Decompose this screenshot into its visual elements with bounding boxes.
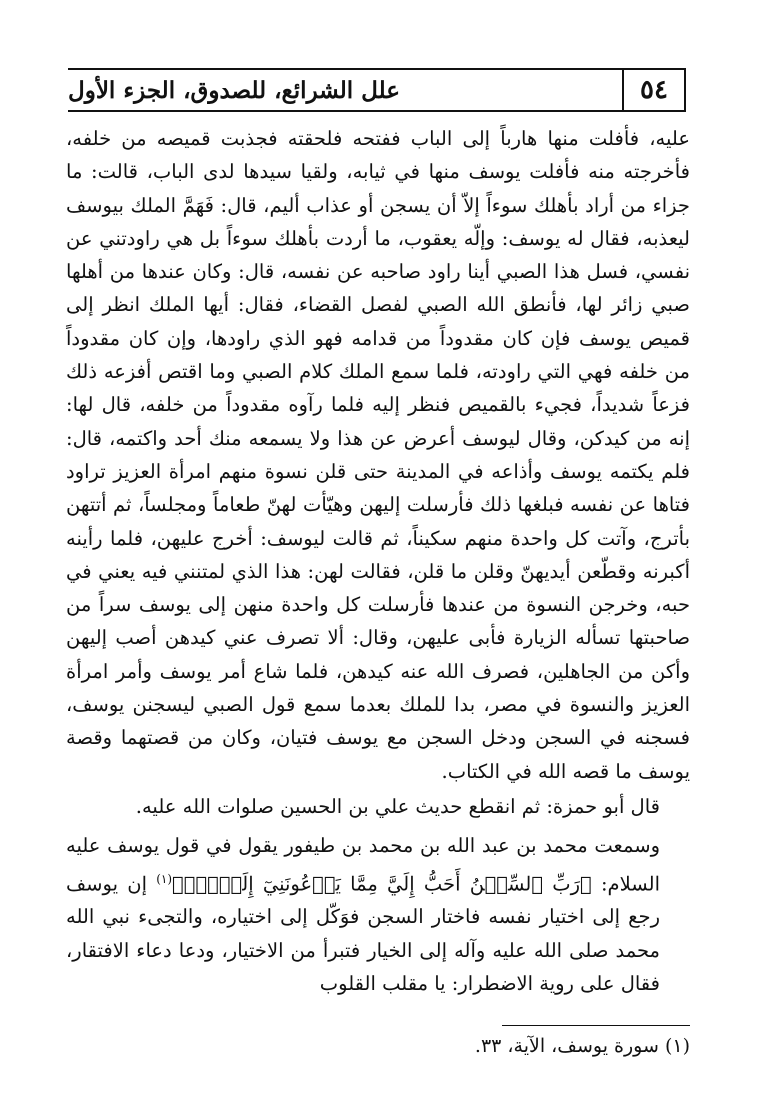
footnote-divider <box>502 1025 690 1026</box>
paragraph-2: قال أبو حمزة: ثم انقطع حديث علي بن الحسين صلوات الله عليه. <box>135 794 660 818</box>
main-text <box>66 122 690 1000</box>
paragraph-3-intro: وسمعت محمد بن عبد الله بن محمد بن طيفور يقول في قول يوسف عليه السلام: <box>66 834 660 896</box>
paragraph-3-rest: إن يوسف رجع إلى اختيار نفسه فاختار السجن فوَكّل إلى اختياره، والتجىء نبي الله محمد صلى الله عليه وآله إلى الخيار فتبرأ من الاختيار، ودعا دعاء الافتقار، فقال على روية الاضطرار: يا مقلب القلوب <box>66 872 660 995</box>
book-title: علل الشرائع، للصدوق، الجزء الأول <box>68 76 400 104</box>
paragraph-3 <box>66 829 690 1000</box>
footnote-reference: (١) <box>156 871 173 886</box>
page-header <box>68 68 686 112</box>
quran-verse: ﴿رَبِّ ٱلسِّجۡنُ أَحَبُّ إِلَيَّ مِمَّا يَدۡعُونَنِيٓ إِلَيۡهِۖ﴾ <box>172 872 592 896</box>
footnote: (١) سورة يوسف، الآية، ٣٣. <box>474 1035 690 1057</box>
page-number: ٥٤ <box>622 70 686 110</box>
paragraph-1: عليه، فأفلت منها هارباً إلى الباب ففتحه فلحقته فجذبت قميصه من خلفه، فأخرجته منه فأفلت يوسف منها في ثيابه، ولقيا سيدها لدى الباب، قالت: ما جزاء من أراد بأهلك سوءاً إلاّ أن يسجن أو عذاب أليم، قال: فَهَمَّ الملك بيوسف ليعذبه، فقال له يوسف: وإلّه يعقوب، ما أردت بأهلك سوءاً بل هي راودتني عن نفسي، فسل هذا الصبي أينا راود صاحبه عن نفسه، قال: وكان عندها من أهلها صبي زائر لها، فأنطق الله الصبي لفصل القضاء، فقال: أيها الملك انظر إلى قميص يوسف فإن كان مقدوداً من قدامه فهو الذي راودها، وإن كان مقدوداً من خلفه فهي التي راودته، فلما سمع الملك كلام الصبي وما اقتص أفزعه ذلك فزعاً شديداً، فجيء بالقميص فنظر إليه فلما رآوه مقدوداً من خلفه، قال لها: إنه من كيدكن، وقال ليوسف أعرض عن هذا ولا يسمعه منك أحد واكتمه، قال: فلم يكتمه يوسف وأذاعه في المدينة حتى قلن نسوة منهم امرأة العزيز تراود فتاها عن نفسه فبلغها ذلك فأرسلت إليهن وهيّأت لهنّ طعاماً ومجلساً، ثم أتتهن بأترج، وآتت كل واحدة منهم سكيناً، ثم قالت ليوسف: أخرج عليهن، فلما رأينه أكبرنه وقطّعن أيديهنّ وقلن ما قلن، فقالت لهن: هذا الذي لمتنني فيه يعني في حبه، وخرجن النسوة من عندها فأرسلت كل واحدة منهن إلى يوسف سراً من صاحبتها تسأله الزيارة فأبى عليهن، وقال: ألا تصرف عني كيدهن أصب إليهن وأكن من الجاهلين، فصرف الله عنه كيدهن، فلما شاع أمر يوسف وأمر امرأة العزيز والنسوة في مصر، بدا للملك بعدما سمع قول الصبي ليسجنن يوسف، فسجنه في السجن ودخل السجن مع يوسف فتيان، وكان من قصتهما وقصة يوسف ما قصه الله في الكتاب. <box>66 127 690 783</box>
